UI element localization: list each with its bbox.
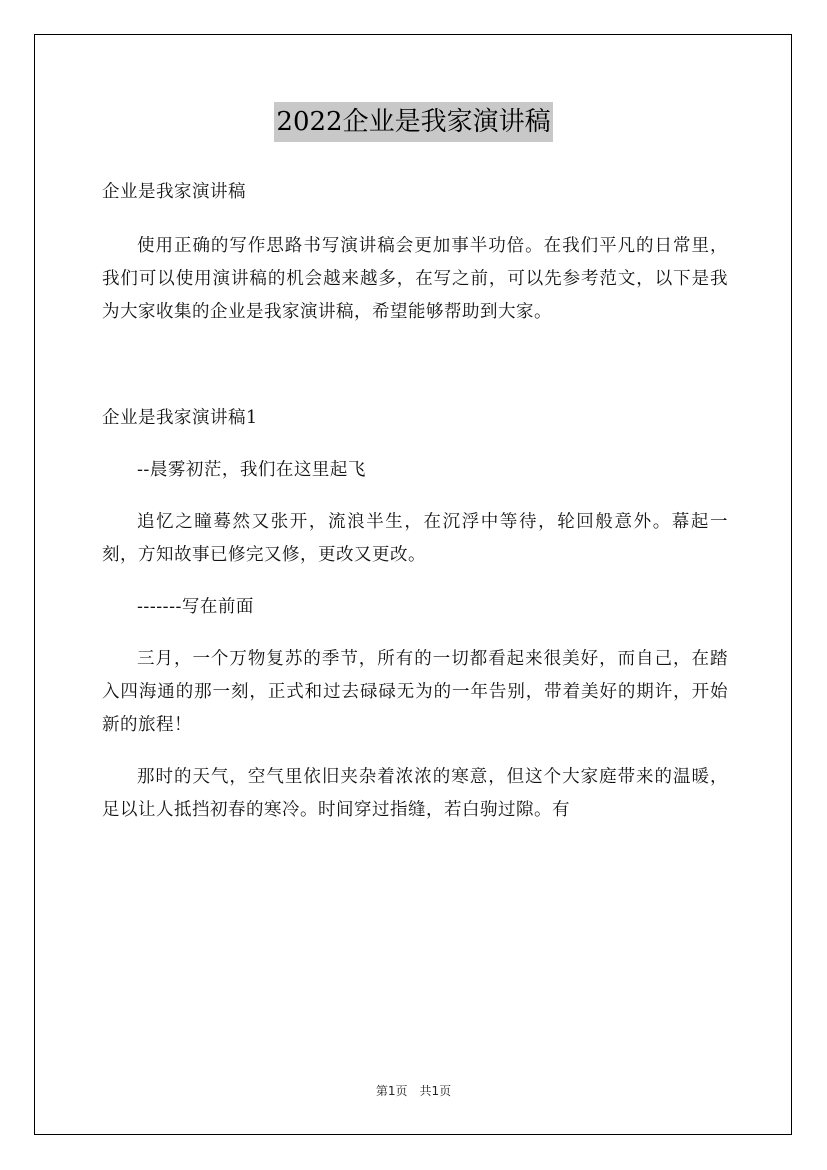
paragraph-intro: 使用正确的写作思路书写演讲稿会更加事半功倍。在我们平凡的日常里，我们可以使用演讲稿的机会越来越多，在写之前，可以先参考范文，以下是我为大家收集的企业是我家演讲稿，希望能够帮助到大家。: [102, 236, 728, 322]
document-body: [102, 176, 728, 827]
paragraph-march: 三月，一个万物复苏的季节，所有的一切都看起来很美好，而自己，在踏入四海通的那一刻，正式和过去碌碌无为的一年告别，带着美好的期许，开始新的旅程！: [102, 649, 728, 735]
paragraph-weather: 那时的天气，空气里依旧夹杂着浓浓的寒意，但这个大家庭带来的温暖，足以让人抵挡初春的寒冷。时间穿过指缝，若白驹过隙。有: [102, 767, 728, 820]
page-footer: [0, 1082, 827, 1099]
page-total: 共1页: [419, 1084, 452, 1098]
paragraph-preface-note: -------写在前面: [137, 597, 254, 617]
subheading-main: 企业是我家演讲稿: [102, 182, 246, 202]
title-container: [0, 102, 827, 142]
page-number: 第1页: [375, 1084, 408, 1098]
paragraph-epigraph: --晨雾初茫，我们在这里起飞: [137, 460, 366, 480]
document-title: 2022企业是我家演讲稿: [274, 102, 552, 142]
subheading-speech-1: 企业是我家演讲稿1: [102, 408, 258, 428]
paragraph-memory: 追忆之瞳蓦然又张开，流浪半生，在沉浮中等待，轮回般意外。幕起一刻，方知故事已修完又修，更改又更改。: [102, 512, 728, 565]
